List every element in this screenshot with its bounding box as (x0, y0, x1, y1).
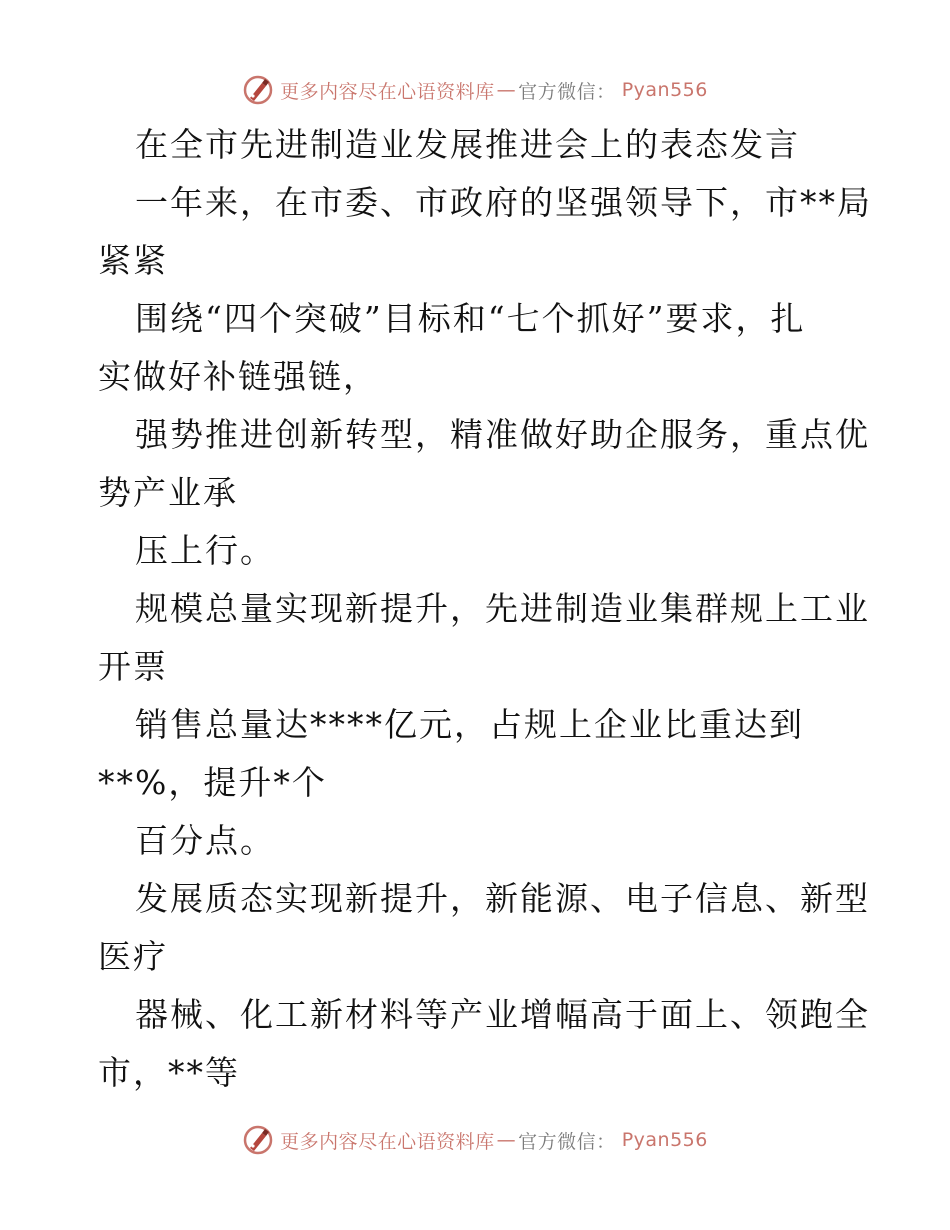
watermark-lead-text: 更多内容尽在心语资料库 (280, 80, 495, 103)
document-body (98, 116, 872, 1102)
text-line: 紧紧 (98, 241, 168, 280)
text-line: 一年来，在市委、市政府的坚强领导下，市**局 (135, 183, 872, 222)
text-line: 强势推进创新转型，精准做好助企服务，重点优 (135, 415, 870, 454)
text-line: 器械、化工新材料等产业增幅高于面上、领跑全 (135, 995, 870, 1034)
text-line: **%，提升*个 (98, 763, 327, 802)
watermark-lead-text: 更多内容尽在心语资料库 (280, 1130, 495, 1153)
watermark-wechat-label: 官方微信： (518, 80, 616, 103)
text-line: 百分点。 (135, 821, 275, 860)
text-line: 围绕“四个突破”目标和“七个抓好”要求，扎 (135, 299, 806, 338)
text-line: 势产业承 (98, 473, 238, 512)
text-line: 发展质态实现新提升，新能源、电子信息、新型 (135, 879, 870, 918)
document-title-line: 在全市先进制造业发展推进会上的表态发言 (135, 125, 800, 164)
text-line: 开票 (98, 647, 168, 686)
text-line: 医疗 (98, 937, 168, 976)
text-line: 压上行。 (135, 531, 275, 570)
header-watermark (0, 70, 950, 110)
watermark-wechat-id: Pyan556 (621, 1129, 708, 1151)
watermark-wechat-label: 官方微信： (518, 1130, 616, 1153)
pen-logo-icon (242, 1124, 274, 1156)
watermark-wechat-id: Pyan556 (621, 79, 708, 101)
watermark-dash: — (496, 79, 517, 101)
watermark-dash: — (496, 1129, 517, 1151)
text-line: 销售总量达****亿元，占规上企业比重达到 (135, 705, 804, 744)
text-line: 实做好补链强链， (98, 357, 378, 396)
pen-logo-icon (242, 74, 274, 106)
text-line: 规模总量实现新提升，先进制造业集群规上工业 (135, 589, 870, 628)
text-line: 市，**等 (98, 1053, 240, 1092)
footer-watermark (0, 1120, 950, 1160)
